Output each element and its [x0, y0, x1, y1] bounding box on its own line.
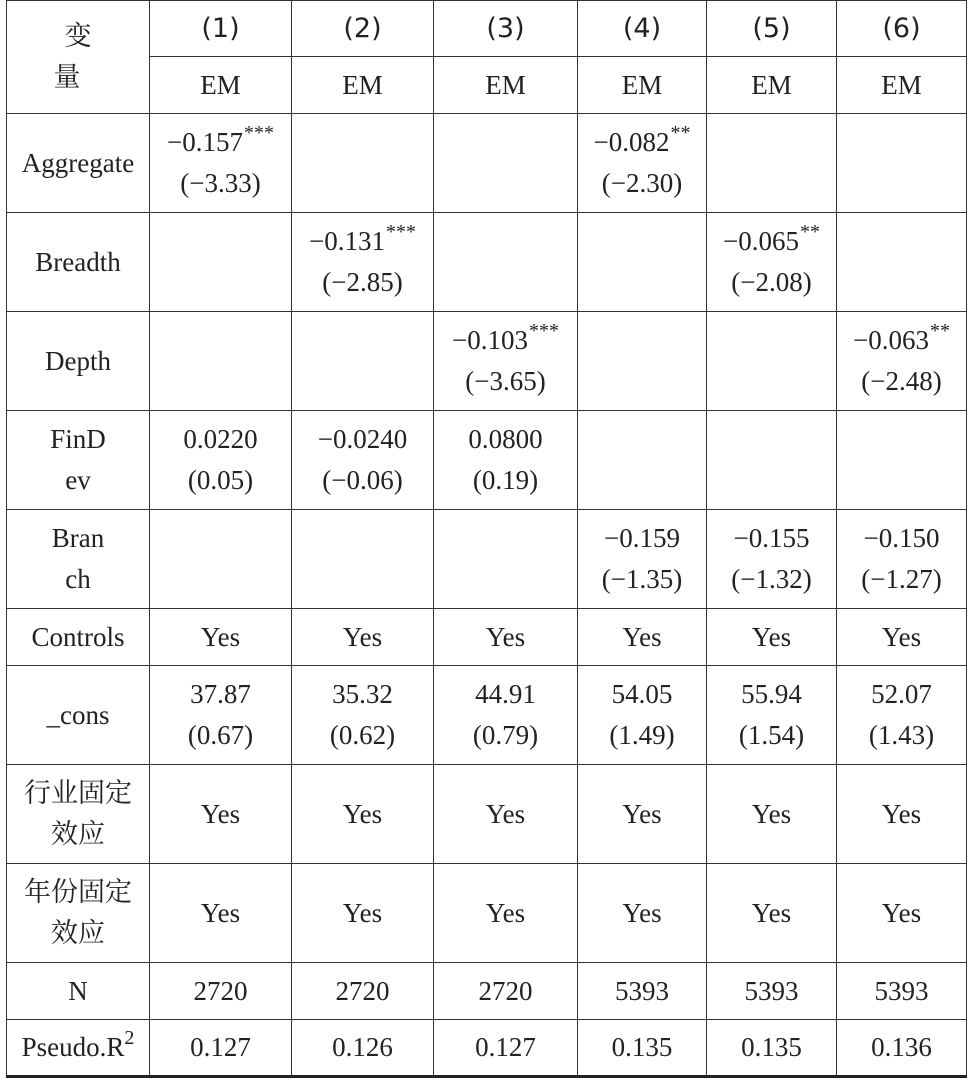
- coefficient: −0.082: [593, 127, 670, 157]
- coefficient-cell: [578, 510, 707, 609]
- value-cell: 5393: [707, 963, 837, 1020]
- coefficient: 37.87: [190, 679, 251, 709]
- column-number: (1): [150, 1, 292, 57]
- value-cell: Yes: [707, 864, 837, 963]
- empty-cell: [578, 411, 707, 510]
- row-label: [7, 1020, 150, 1077]
- table-row: [7, 114, 967, 213]
- t-statistic: (−2.08): [731, 267, 812, 297]
- empty-cell: [434, 114, 578, 213]
- coefficient: −0.159: [604, 523, 680, 553]
- dependent-variable: EM: [707, 57, 837, 114]
- column-number: (4): [578, 1, 707, 57]
- value-cell: 2720: [150, 963, 292, 1020]
- t-statistic: (1.54): [738, 720, 805, 750]
- coefficient-cell: [578, 114, 707, 213]
- header-row-dependent: [7, 57, 967, 114]
- row-label: [7, 411, 150, 510]
- empty-cell: [837, 411, 967, 510]
- regression-table: [6, 0, 967, 1078]
- coefficient-line: [150, 122, 291, 163]
- empty-cell: [578, 213, 707, 312]
- dependent-variable: EM: [150, 57, 292, 114]
- coefficient: −0.150: [863, 523, 940, 553]
- t-statistic: (−2.48): [861, 366, 942, 396]
- value-cell: Yes: [707, 609, 837, 666]
- t-statistic: (1.49): [609, 720, 675, 750]
- coefficient-cell: [837, 666, 967, 765]
- table-row: [7, 609, 967, 666]
- value-cell: 0.127: [150, 1020, 292, 1077]
- row-label: [7, 312, 150, 411]
- coefficient-line: [150, 674, 291, 715]
- row-label-text: _cons: [46, 699, 110, 730]
- empty-cell: [578, 312, 707, 411]
- row-label: [7, 510, 150, 609]
- row-label-line: ev: [65, 465, 91, 495]
- significance-stars: ***: [385, 221, 416, 243]
- value-cell: 0.135: [707, 1020, 837, 1077]
- value-cell: Yes: [150, 864, 292, 963]
- row-label-line: ch: [65, 564, 91, 594]
- value-cell: Yes: [150, 765, 292, 864]
- t-statistic: (−0.06): [322, 465, 403, 495]
- row-label: [7, 963, 150, 1020]
- t-statistic: (−2.30): [601, 168, 683, 198]
- row-label-text: Pseudo.R: [21, 1032, 125, 1062]
- coefficient-line: [292, 674, 433, 715]
- coefficient-cell: [434, 312, 578, 411]
- coefficient-cell: [292, 411, 434, 510]
- empty-cell: [707, 411, 837, 510]
- significance-stars: **: [670, 122, 691, 144]
- empty-cell: [837, 114, 967, 213]
- value-cell: 0.127: [434, 1020, 578, 1077]
- empty-cell: [292, 312, 434, 411]
- dependent-variable: EM: [434, 57, 578, 114]
- table-row: [7, 1020, 967, 1077]
- coefficient: 0.0220: [183, 424, 258, 454]
- coefficient: −0.157: [167, 127, 243, 157]
- header-row-columns: [7, 1, 967, 57]
- coefficient-cell: [434, 666, 578, 765]
- empty-cell: [434, 510, 578, 609]
- coefficient: 54.05: [611, 679, 673, 709]
- row-label-text: Depth: [45, 345, 111, 376]
- dependent-variable: EM: [292, 57, 434, 114]
- coefficient-line: [434, 320, 577, 361]
- empty-cell: [707, 312, 837, 411]
- row-label-line: 行业固定: [24, 778, 132, 808]
- coefficient-line: [707, 221, 836, 262]
- t-statistic: (−1.35): [601, 564, 683, 594]
- empty-cell: [434, 213, 578, 312]
- value-cell: 5393: [578, 963, 707, 1020]
- coefficient-line: [434, 674, 577, 715]
- value-cell: Yes: [150, 609, 292, 666]
- table-row: [7, 213, 967, 312]
- empty-cell: [150, 213, 292, 312]
- coefficient-cell: [707, 666, 837, 765]
- empty-cell: [292, 114, 434, 213]
- table-row: [7, 666, 967, 765]
- coefficient-line: [578, 518, 706, 559]
- coefficient-line: [292, 419, 433, 460]
- empty-cell: [150, 312, 292, 411]
- row-label: [7, 213, 150, 312]
- coefficient-cell: [434, 411, 578, 510]
- value-cell: 2720: [292, 963, 434, 1020]
- coefficient-line: [837, 518, 966, 559]
- coefficient: 0.0800: [468, 424, 543, 454]
- coefficient-line: [578, 122, 706, 163]
- row-label-line: 年份固定: [24, 877, 132, 907]
- table-row: [7, 963, 967, 1020]
- value-cell: 2720: [434, 963, 578, 1020]
- significance-stars: ***: [243, 122, 274, 144]
- coefficient-line: [707, 518, 836, 559]
- table-row: [7, 864, 967, 963]
- coefficient-cell: [150, 114, 292, 213]
- coefficient: −0.131: [309, 226, 385, 256]
- coefficient-line: [837, 674, 966, 715]
- row-label-line: Bran: [51, 523, 105, 553]
- table-row: [7, 411, 967, 510]
- variable-header: 变 量: [7, 1, 150, 114]
- value-cell: Yes: [578, 765, 707, 864]
- coefficient-line: [837, 320, 966, 361]
- value-cell: Yes: [292, 765, 434, 864]
- coefficient: −0.0240: [317, 424, 408, 454]
- coefficient-cell: [707, 510, 837, 609]
- coefficient-cell: [150, 411, 292, 510]
- value-cell: Yes: [434, 864, 578, 963]
- value-cell: Yes: [578, 609, 707, 666]
- empty-cell: [150, 510, 292, 609]
- table-row: [7, 312, 967, 411]
- t-statistic: (0.19): [472, 465, 539, 495]
- row-label-line: 效应: [51, 918, 105, 948]
- dependent-variable: EM: [837, 57, 967, 114]
- coefficient: −0.063: [853, 325, 929, 355]
- value-cell: Yes: [837, 609, 967, 666]
- empty-cell: [292, 510, 434, 609]
- value-cell: 0.136: [837, 1020, 967, 1077]
- coefficient: −0.065: [723, 226, 799, 256]
- value-cell: Yes: [434, 609, 578, 666]
- row-label-text: N: [68, 975, 88, 1006]
- coefficient-line: [578, 674, 706, 715]
- coefficient: 35.32: [332, 679, 393, 709]
- row-label: [7, 765, 150, 864]
- row-label-text: Aggregate: [21, 147, 135, 178]
- row-label: [7, 864, 150, 963]
- coefficient-line: [292, 221, 433, 262]
- coefficient-cell: [150, 666, 292, 765]
- t-statistic: (−1.32): [731, 564, 812, 594]
- t-statistic: (0.62): [329, 720, 396, 750]
- row-label-text: Controls: [31, 621, 125, 652]
- table-row: [7, 765, 967, 864]
- coefficient-line: [707, 674, 836, 715]
- table-row: [7, 510, 967, 609]
- significance-stars: **: [799, 221, 820, 243]
- value-cell: Yes: [292, 864, 434, 963]
- empty-cell: [707, 114, 837, 213]
- empty-cell: [837, 213, 967, 312]
- row-label-text: Breadth: [35, 246, 121, 277]
- value-cell: Yes: [707, 765, 837, 864]
- t-statistic: (−3.33): [180, 168, 261, 198]
- row-label-line: FinD: [50, 424, 106, 454]
- t-statistic: (0.79): [472, 720, 539, 750]
- coefficient-cell: [837, 510, 967, 609]
- column-number: (3): [434, 1, 578, 57]
- column-number: (6): [837, 1, 967, 57]
- coefficient: 52.07: [871, 679, 932, 709]
- value-cell: Yes: [292, 609, 434, 666]
- t-statistic: (1.43): [868, 720, 935, 750]
- coefficient: −0.155: [733, 523, 810, 553]
- value-cell: Yes: [837, 864, 967, 963]
- coefficient-cell: [292, 666, 434, 765]
- value-cell: Yes: [837, 765, 967, 864]
- coefficient-cell: [292, 213, 434, 312]
- value-cell: 5393: [837, 963, 967, 1020]
- coefficient-line: [150, 419, 291, 460]
- significance-stars: ***: [528, 320, 559, 342]
- column-number: (5): [707, 1, 837, 57]
- coefficient-line: [434, 419, 577, 460]
- value-cell: Yes: [578, 864, 707, 963]
- superscript-squared: 2: [124, 1027, 135, 1049]
- coefficient-cell: [578, 666, 707, 765]
- value-cell: 0.126: [292, 1020, 434, 1077]
- t-statistic: (0.67): [187, 720, 254, 750]
- significance-stars: **: [929, 320, 950, 342]
- t-statistic: (0.05): [187, 465, 254, 495]
- row-label: [7, 114, 150, 213]
- dependent-variable: EM: [578, 57, 707, 114]
- t-statistic: (−2.85): [322, 267, 403, 297]
- row-label: [7, 666, 150, 765]
- column-number: (2): [292, 1, 434, 57]
- coefficient: 44.91: [475, 679, 536, 709]
- coefficient: −0.103: [452, 325, 528, 355]
- value-cell: Yes: [434, 765, 578, 864]
- row-label: [7, 609, 150, 666]
- t-statistic: (−3.65): [465, 366, 546, 396]
- t-statistic: (−1.27): [861, 564, 942, 594]
- value-cell: 0.135: [578, 1020, 707, 1077]
- coefficient-cell: [837, 312, 967, 411]
- row-label-line: 效应: [51, 819, 105, 849]
- coefficient-cell: [707, 213, 837, 312]
- coefficient: 55.94: [741, 679, 802, 709]
